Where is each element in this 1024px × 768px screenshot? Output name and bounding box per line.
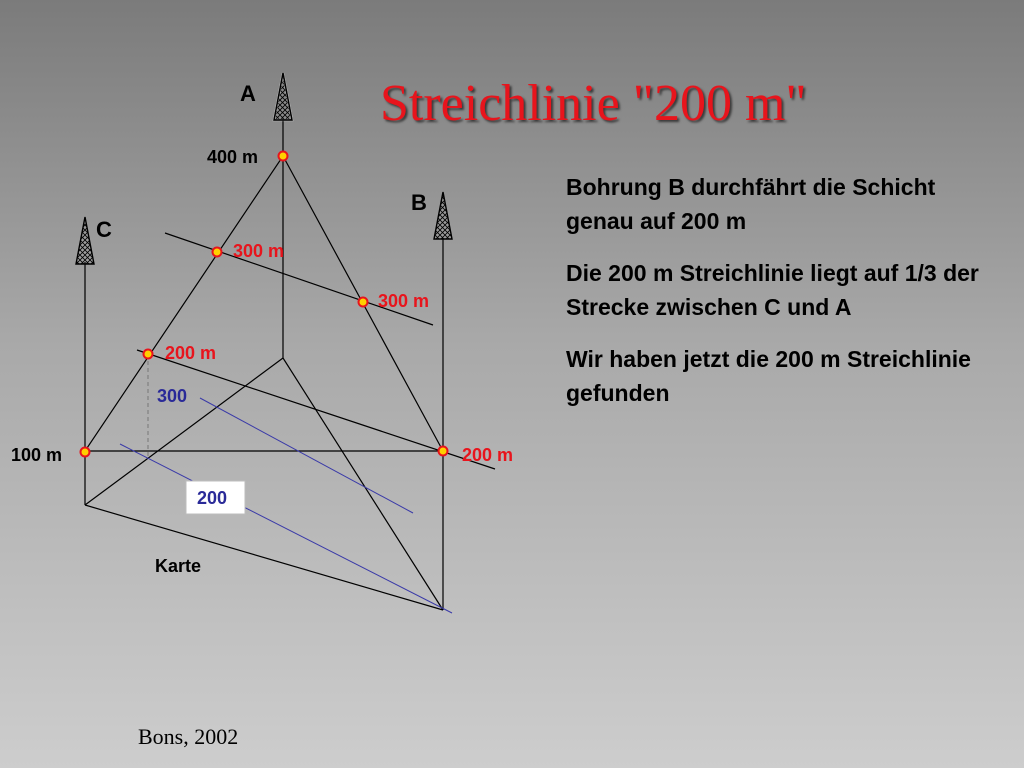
- label-100m: 100 m: [11, 445, 63, 465]
- point-ac-300: [359, 298, 368, 307]
- slide-title: Streichlinie "200 m": [380, 75, 807, 132]
- point-a-400: [279, 152, 288, 161]
- explanation-paragraph-2: Die 200 m Streichlinie liegt auf 1/3 der Strecke zwischen C und A: [566, 260, 979, 320]
- explanation-paragraph-3: Wir haben jetzt die 200 m Streichlinie gefunden: [566, 346, 971, 406]
- label-300m-left: 300 m: [233, 241, 285, 261]
- map-edge-a-b: [283, 358, 443, 610]
- borehole-b-label: B: [411, 190, 427, 215]
- map-label-300: 300: [157, 386, 188, 406]
- map-edge-c-a: [85, 358, 283, 505]
- explanation-text: [566, 170, 996, 428]
- borehole-c-label: C: [96, 217, 112, 242]
- map-edge-c-b: [85, 505, 443, 610]
- point-c-100: [81, 448, 90, 457]
- label-300m-right: 300 m: [378, 291, 430, 311]
- label-400m: 400 m: [207, 147, 259, 167]
- point-ab-300: [213, 248, 222, 257]
- label-200m-right: 200 m: [462, 445, 514, 465]
- strike-line-300: [165, 233, 433, 325]
- borehole-c-icon: [76, 217, 94, 264]
- borehole-b-icon: [434, 192, 452, 239]
- borehole-a-icon: [274, 73, 292, 120]
- point-ac-200: [144, 350, 153, 359]
- map-contour-200: [120, 444, 452, 613]
- label-200m-left: 200 m: [165, 343, 217, 363]
- source-credit: Bons, 2002: [138, 724, 239, 749]
- explanation-paragraph-1: Bohrung B durchfährt die Schicht genau auf 200 m: [566, 174, 936, 234]
- borehole-a-label: A: [240, 81, 256, 106]
- point-b-200: [439, 447, 448, 456]
- map-label-karte: Karte: [155, 556, 202, 576]
- map-label-200: 200: [197, 488, 228, 508]
